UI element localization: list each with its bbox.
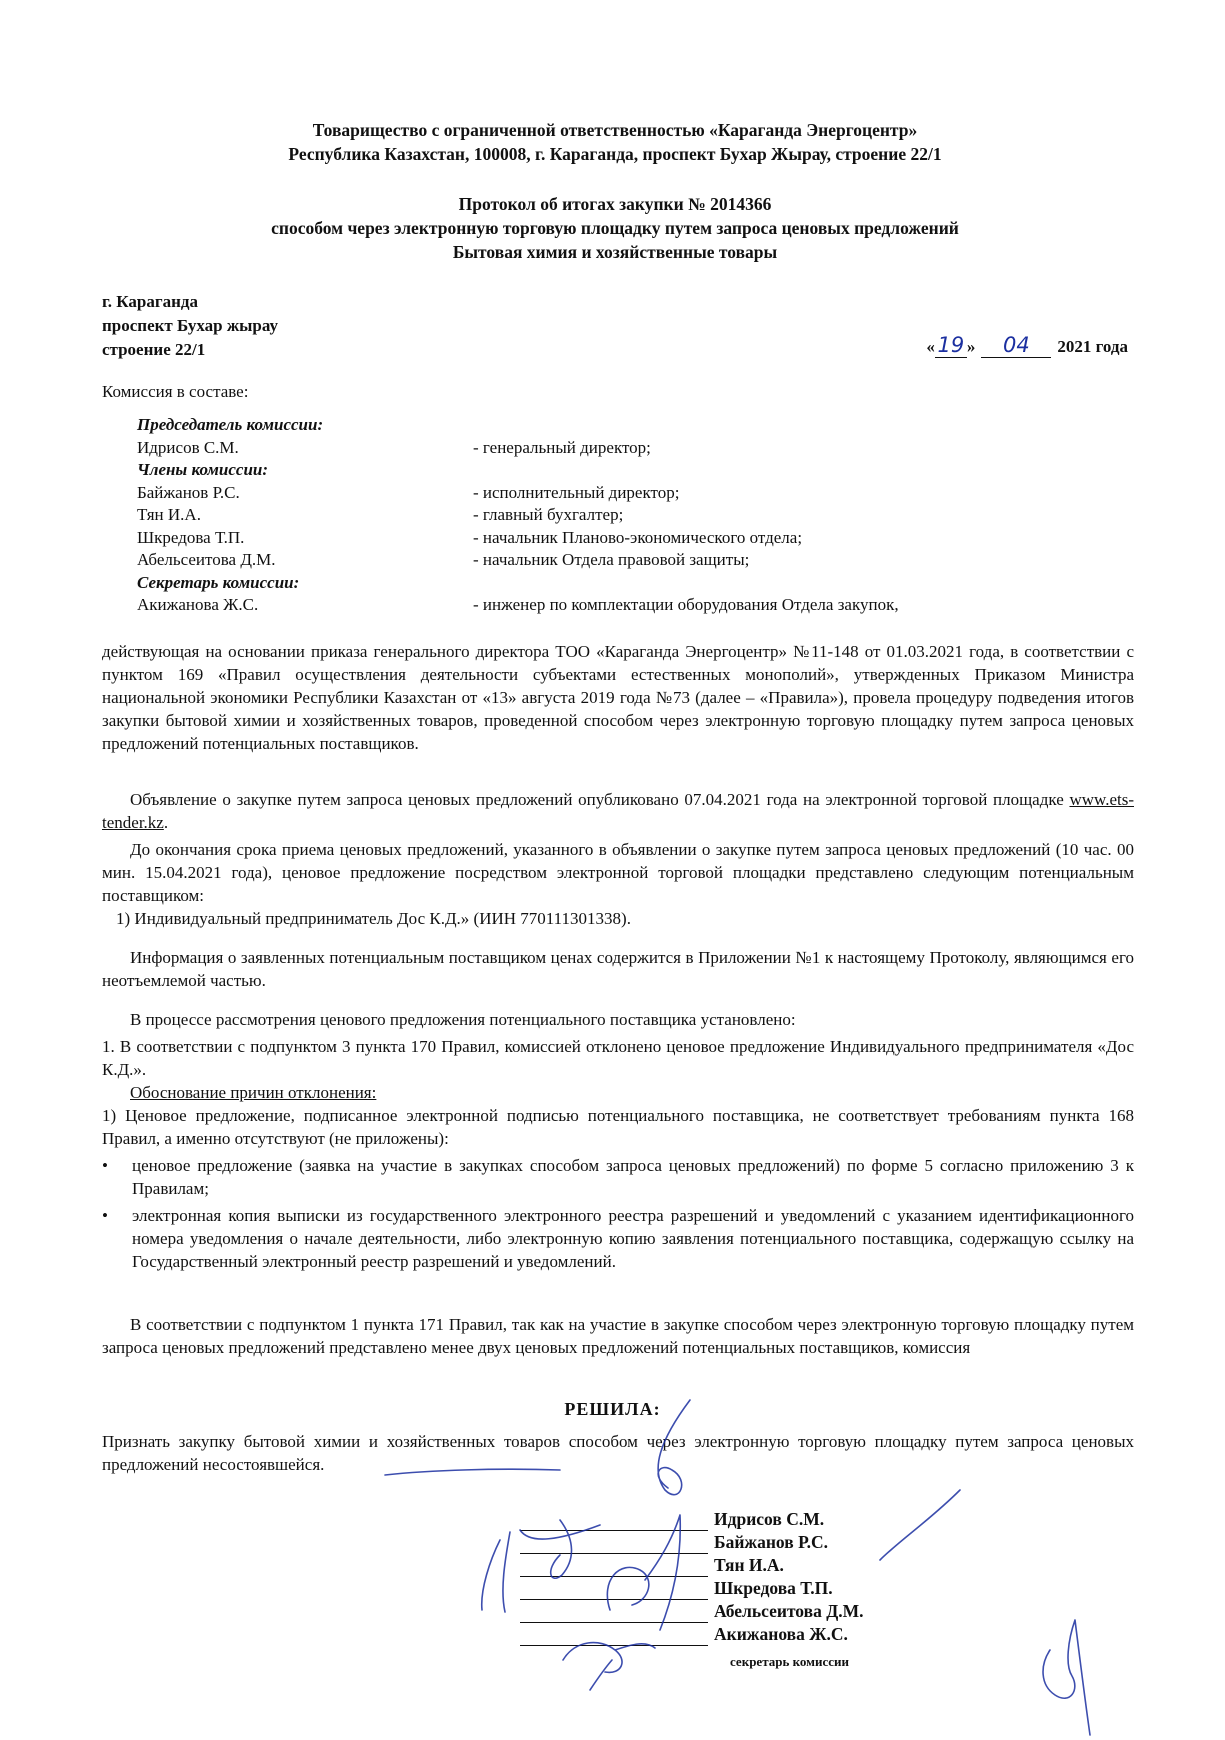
commission-members (137, 414, 1037, 617)
document-date (926, 334, 1128, 358)
paragraph-deadline: До окончания срока приема ценовых предложений, указанного в объявлении о закупке путем запроса ценовых предложений (10 час. 00 мин. 15.04.2021 года), ценовое предложение посредством электронной торговой площадки представлено следующим потенциальным поставщиком: (102, 840, 1134, 905)
signature-row (520, 1531, 940, 1554)
bullet-item (102, 1204, 1134, 1273)
secretary-caption: Секретарь комиссии: (137, 572, 300, 592)
date-month: 04 (981, 334, 1051, 358)
date-day: 19 (935, 334, 967, 358)
signature-block (520, 1508, 940, 1646)
member-row (137, 527, 1037, 550)
rejection-item (102, 1035, 1134, 1150)
member-name: Идрисов С.М. (137, 437, 239, 457)
member-role: - начальник Планово-экономического отдела; (473, 527, 803, 547)
signatory-name: Идрисов С.М. (714, 1509, 825, 1529)
paragraph-information: Информация о заявленных потенциальным поставщиком ценах содержится в Приложении №1 к настоящему Протоколу, являющимся его неотъемлемой частью. (102, 948, 1134, 990)
member-role: - исполнительный директор; (473, 482, 680, 502)
signature-line (520, 1606, 708, 1623)
signature-row (520, 1600, 940, 1623)
rejection-text: 1. В соответствии с подпунктом 3 пункта 170 Правил, комиссией отклонено ценовое предложение Индивидуального предпринимателя «Дос К.Д.». (102, 1037, 1134, 1079)
bullet-dot-icon: • (102, 1156, 108, 1175)
title-line-2: способом через электронную торговую площадку путем запроса ценовых предложений (271, 218, 959, 238)
paragraph-review: В процессе рассмотрения ценового предложения потенциального поставщика установлено: (130, 1010, 796, 1029)
signature-line (520, 1560, 708, 1577)
bullet-dot-icon: • (102, 1206, 108, 1225)
member-row (137, 482, 1037, 505)
date-close-quote: » (966, 337, 976, 356)
reason-1: 1) Ценовое предложение, подписанное электронной подписью потенциального поставщика, не соответствует требованиям пункта 168 Правил, а именно отсутствуют (не приложены): (102, 1106, 1134, 1148)
signature-line (520, 1537, 708, 1554)
announcement-end: . (163, 813, 169, 832)
signature-row (520, 1508, 940, 1531)
signature-line (520, 1583, 708, 1600)
org-address: Республика Казахстан, 100008, г. Караганда, проспект Бухар Жырау, строение 22/1 (288, 144, 942, 164)
place-street: проспект Бухар жырау (102, 316, 279, 335)
date-open-quote: « (926, 337, 935, 356)
signatory-name: Тян И.А. (714, 1555, 784, 1575)
organization-header (100, 118, 1130, 166)
signature-stroke (590, 1660, 612, 1690)
org-name: Товарищество с ограниченной ответственностью «Караганда Энергоцентр» (312, 120, 918, 140)
member-role: - начальник Отдела правовой защиты; (473, 550, 750, 569)
secretary-role-caption: секретарь комиссии (730, 1654, 850, 1669)
announcement-text: Объявление о закупке путем запроса ценовых предложений опубликовано 07.04.2021 года на электронной торговой площадке (130, 790, 1064, 809)
title-line-1: Протокол об итогах закупки № 2014366 (458, 194, 772, 214)
chair-caption: Председатель комиссии: (137, 415, 324, 434)
signature-row (520, 1577, 940, 1600)
members-caption: Члены комиссии: (137, 460, 269, 479)
member-row (137, 549, 1037, 572)
signature-stroke (563, 1643, 655, 1673)
member-name: Шкредова Т.П. (137, 527, 245, 547)
signature-row (520, 1554, 940, 1577)
bullet-text: ценовое предложение (заявка на участие в закупках способом запроса ценовых предложений) по форме 5 согласно приложению 3 к Правилам; (132, 1156, 1134, 1198)
place-block (102, 290, 278, 362)
member-name: Абельсеитова Д.М. (137, 550, 276, 569)
decision-text: Признать закупку бытовой химии и хозяйственных товаров способом через электронную торговую площадку путем запроса ценовых предложений несостоявшейся. (102, 1432, 1134, 1474)
member-role: - главный бухгалтер; (473, 505, 624, 524)
reasons-title: Обоснование причин отклонения: (130, 1083, 377, 1102)
document-title (100, 192, 1130, 264)
bullet-text: электронная копия выписки из государственного электронного реестра разрешений и уведомлений с указанием идентификационного номера уведомления о начале деятельности, либо электронную копию заявления потенциального поставщика, содержащую ссылку на Государственный электронный реестр разрешений и уведомлений. (132, 1206, 1134, 1271)
member-role: - генеральный директор; (473, 437, 651, 457)
signatory-name: Абельсеитова Д.М. (714, 1601, 864, 1621)
commission-intro: Комиссия в составе: (102, 382, 249, 401)
supplier-list-item: 1) Индивидуальный предприниматель Дос К.Д.» (ИИН 770111301338). (116, 909, 631, 928)
signatory-name: Байжанов Р.С. (714, 1532, 828, 1552)
decision-heading: РЕШИЛА: (564, 1399, 661, 1419)
place-city: г. Караганда (102, 292, 198, 311)
member-row (137, 437, 1037, 460)
paragraph-basis: действующая на основании приказа генерального директора ТОО «Караганда Энергоцентр» №11-148 от 01.03.2021 года, в соответствии с пунктом 169 «Правил осуществления деятельности субъектами естественных монополий», утвержденных Приказом Министра национальной экономики Республики Казахстан от «13» августа 2019 года №73 (далее – «Правила»), провела процедуру подведения итогов закупки бытовой химии и хозяйственных товаров, проведенной способом через электронную торговую площадку путем запроса ценовых предложений потенциальных поставщиков. (102, 642, 1134, 753)
member-row (137, 504, 1037, 527)
member-row (137, 594, 1037, 617)
member-name: Акижанова Ж.С. (137, 595, 259, 614)
signature-row (520, 1623, 940, 1646)
member-role: - инженер по комплектации оборудования Отдела закупок, (473, 595, 899, 614)
member-name: Тян И.А. (137, 505, 201, 524)
signature-line (520, 1514, 708, 1531)
paragraph-conclusion: В соответствии с подпунктом 1 пункта 171 Правил, так как на участие в закупке способом через электронную торговую площадку путем запроса ценовых предложений представлено менее двух ценовых предложений потенциальных поставщиков, комиссия (102, 1315, 1134, 1357)
member-name: Байжанов Р.С. (137, 482, 240, 502)
signatory-name: Шкредова Т.П. (714, 1578, 833, 1598)
bullet-item (102, 1154, 1134, 1200)
signatory-name: Акижанова Ж.С. (714, 1624, 848, 1644)
title-line-3: Бытовая химия и хозяйственные товары (452, 242, 778, 262)
place-building: строение 22/1 (102, 340, 206, 359)
signature-line (520, 1629, 708, 1646)
date-year: 2021 года (1057, 337, 1128, 356)
signature-stroke (1043, 1620, 1090, 1735)
paragraph-announcement (102, 788, 1134, 834)
ets-tender-link[interactable]: www.ets-tender.kz (102, 790, 1134, 832)
